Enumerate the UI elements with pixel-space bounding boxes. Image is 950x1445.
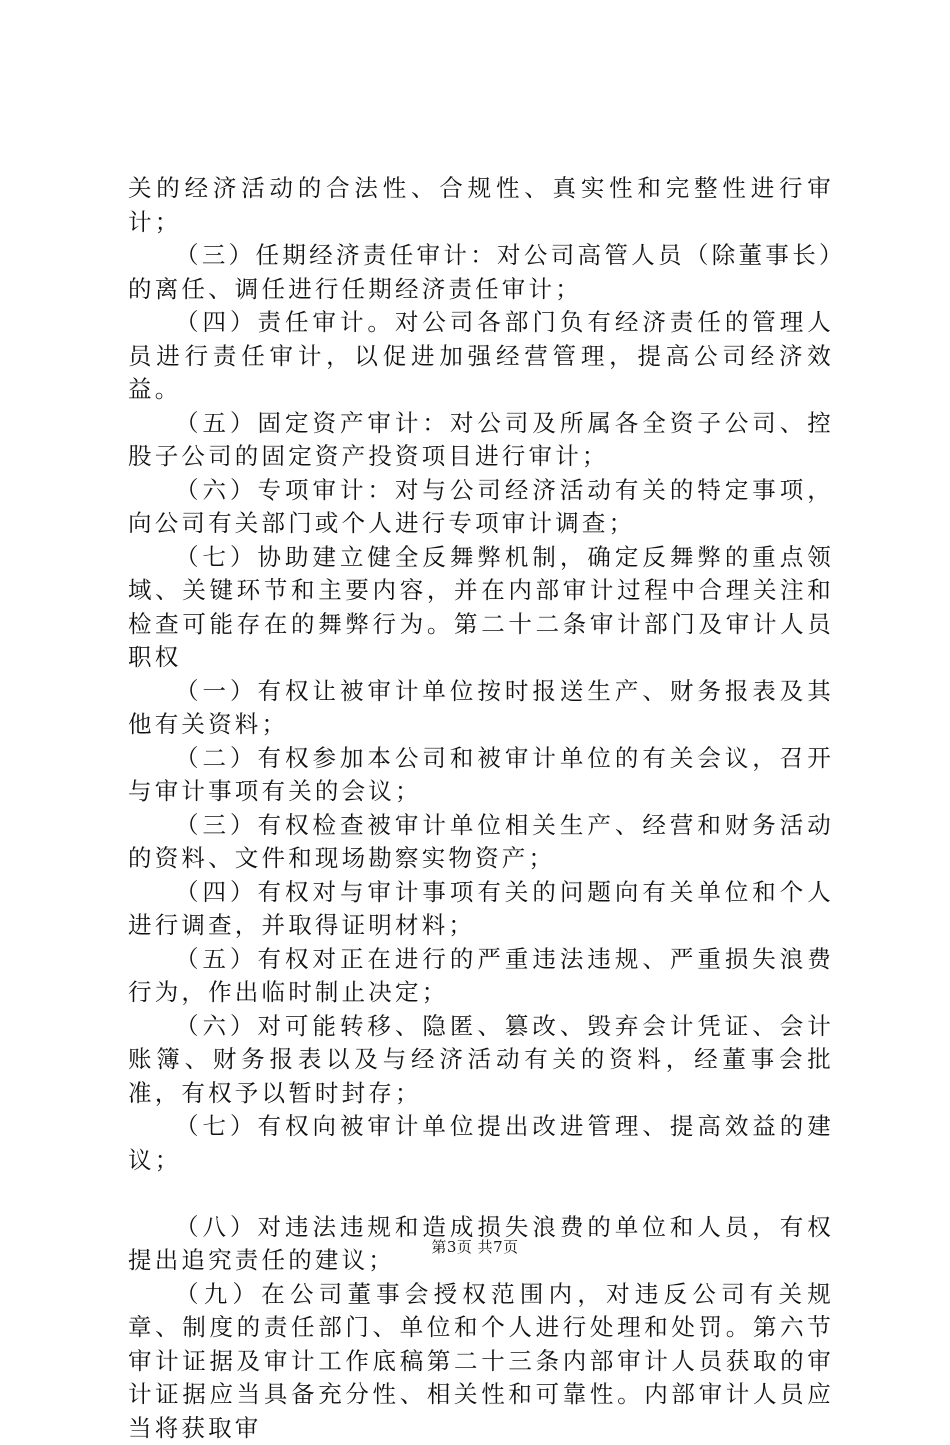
paragraph-right-8: （八）对违法违规和造成损失浪费的单位和人员，有权提出追究责任的建议； [128,1211,834,1278]
paragraph-right-1: （一）有权让被审计单位按时报送生产、财务报表及其他有关资料； [128,675,834,742]
paragraph-right-6: （六）对可能转移、隐匿、篡改、毁弃会计凭证、会计账簿、财务报表以及与经济活动有关的资料，经董事会批准，有权予以暂时封存； [128,1010,834,1111]
blank-line [128,1177,834,1211]
paragraph-special-audit: （六）专项审计：对与公司经济活动有关的特定事项，向公司有关部门或个人进行专项审计调查； [128,474,834,541]
paragraph-continued: 关的经济活动的合法性、合规性、真实性和完整性进行审计； [128,172,834,239]
page-number-footer: 第3页 共7页 [0,1237,950,1257]
paragraph-anti-fraud: （七）协助建立健全反舞弊机制，确定反舞弊的重点领域、关键环节和主要内容，并在内部审计过程中合理关注和检查可能存在的舞弊行为。第二十二条审计部门及审计人员职权 [128,541,834,675]
paragraph-fixed-asset-audit: （五）固定资产审计：对公司及所属各全资子公司、控股子公司的固定资产投资项目进行审计； [128,407,834,474]
paragraph-responsibility-audit: （四）责任审计。对公司各部门负有经济责任的管理人员进行责任审计，以促进加强经营管理，提高公司经济效益。 [128,306,834,407]
paragraph-right-9: （九）在公司董事会授权范围内，对违反公司有关规章、制度的责任部门、单位和个人进行处理和处罚。第六节审计证据及审计工作底稿第二十三条内部审计人员获取的审计证据应当具备充分性、相关性和可靠性。内部审计人员应当将获取审 [128,1278,834,1445]
paragraph-right-7: （七）有权向被审计单位提出改进管理、提高效益的建议； [128,1110,834,1177]
paragraph-right-2: （二）有权参加本公司和被审计单位的有关会议，召开与审计事项有关的会议； [128,742,834,809]
paragraph-term-audit: （三）任期经济责任审计：对公司高管人员（除董事长）的离任、调任进行任期经济责任审计； [128,239,834,306]
paragraph-right-5: （五）有权对正在进行的严重违法违规、严重损失浪费行为，作出临时制止决定； [128,943,834,1010]
paragraph-right-3: （三）有权检查被审计单位相关生产、经营和财务活动的资料、文件和现场勘察实物资产； [128,809,834,876]
paragraph-right-4: （四）有权对与审计事项有关的问题向有关单位和个人进行调查，并取得证明材料； [128,876,834,943]
